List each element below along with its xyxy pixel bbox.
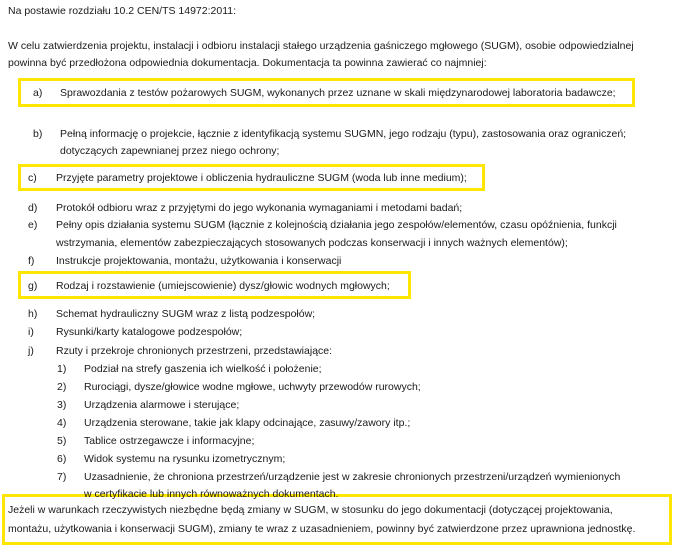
item-j-label: j) bbox=[28, 345, 34, 357]
item-f-label: f) bbox=[28, 255, 35, 267]
subitem-text: Urządzenia alarmowe i sterujące; bbox=[84, 399, 240, 411]
subitem-number: 7) bbox=[57, 471, 67, 483]
subitem-number: 4) bbox=[57, 417, 67, 429]
item-d-label: d) bbox=[28, 202, 38, 214]
subitem-number: 1) bbox=[57, 363, 67, 375]
intro-paragraph-line-1: W celu zatwierdzenia projektu, instalacji i odbioru instalacji stałego urządzenia gaśniczego mgłowego (SUGM), osobie odpowiedzialnej bbox=[8, 40, 634, 52]
item-g-label: g) bbox=[28, 280, 38, 292]
item-f-text: Instrukcje projektowania, montażu, użytkowania i konserwacji bbox=[56, 255, 342, 267]
item-e-label: e) bbox=[28, 219, 38, 231]
subitem-number: 6) bbox=[57, 453, 67, 465]
item-b-text-2: dotyczących zapewnianej przez niego ochrony; bbox=[60, 145, 280, 157]
closing-paragraph-line-1: Jeżeli w warunkach rzeczywistych niezbędne będą zmiany w SUGM, w stosunku do jego dokumentacji (dotyczącej projektowania, bbox=[8, 504, 613, 516]
item-c-label: c) bbox=[28, 172, 37, 184]
item-b-label: b) bbox=[33, 128, 43, 140]
subitem-text: Rurociągi, dysze/głowice wodne mgłowe, uchwyty przewodów rurowych; bbox=[84, 381, 421, 393]
subitem-text: Tablice ostrzegawcze i informacyjne; bbox=[84, 435, 255, 447]
item-h-text: Schemat hydrauliczny SUGM wraz z listą podzespołów; bbox=[56, 308, 316, 320]
subitem-text: Urządzenia sterowane, takie jak klapy odcinające, zasuwy/zawory itp.; bbox=[84, 417, 411, 429]
closing-paragraph-line-2: montażu, użytkowania i konserwacji SUGM), zmiany te wraz z uzasadnieniem, powinny być zatwierdzone przez uprawniona jednostkę. bbox=[8, 523, 636, 535]
item-c-text: Przyjęte parametry projektowe i obliczenia hydrauliczne SUGM (woda lub inne medium); bbox=[56, 172, 467, 184]
subitem-number: 3) bbox=[57, 399, 67, 411]
intro-line: Na postawie rozdziału 10.2 CEN/TS 14972:2011: bbox=[8, 5, 237, 17]
subitem-text: Uzasadnienie, że chroniona przestrzeń/urządzenie jest w zakresie chronionych przestrzeni/urządzeń wymienionych bbox=[84, 471, 621, 483]
item-h-label: h) bbox=[28, 308, 38, 320]
item-a-text: Sprawozdania z testów pożarowych SUGM, wykonanych przez uznane w skali międzynarodowej laboratoria badawcze; bbox=[60, 87, 616, 99]
highlight-box-closing bbox=[2, 494, 672, 545]
item-i-label: i) bbox=[28, 326, 34, 338]
subitem-text: Podział na strefy gaszenia ich wielkość i położenie; bbox=[84, 363, 322, 375]
subitem-number: 2) bbox=[57, 381, 67, 393]
subitem-number: 5) bbox=[57, 435, 67, 447]
item-j-text: Rzuty i przekroje chronionych przestrzeni, przedstawiające: bbox=[56, 345, 333, 357]
item-e-text-2: wstrzymania, elementów zabezpieczających stosowanych podczas konserwacji i innych ważnych elementów); bbox=[56, 237, 568, 249]
item-a-label: a) bbox=[33, 87, 43, 99]
item-d-text: Protokół odbioru wraz z przyjętymi do jego wykonania wymaganiami i metodami badań; bbox=[56, 202, 463, 214]
item-g-text: Rodzaj i rozstawienie (umiejscowienie) dysz/głowic wodnych mgłowych; bbox=[56, 280, 390, 292]
item-i-text: Rysunki/karty katalogowe podzespołów; bbox=[56, 326, 243, 338]
subitem-text-continuation: w certyfikacie lub innych równoważnych dokumentach. bbox=[84, 488, 339, 500]
subitem-text: Widok systemu na rysunku izometrycznym; bbox=[84, 453, 286, 465]
intro-paragraph-line-2: powinna być przedłożona odpowiednia dokumentacja. Dokumentacja ta powinna zawierać co najmniej: bbox=[8, 57, 487, 69]
item-e-text-1: Pełny opis działania systemu SUGM (łącznie z kolejnością działania jego zespołów/elementów, czasu opóźnienia, funkcji bbox=[56, 219, 617, 231]
item-b-text-1: Pełną informację o projekcie, łącznie z identyfikacją systemu SUGMN, jego rodzaju (typu), zastosowania oraz ograniczeń; bbox=[60, 128, 627, 140]
